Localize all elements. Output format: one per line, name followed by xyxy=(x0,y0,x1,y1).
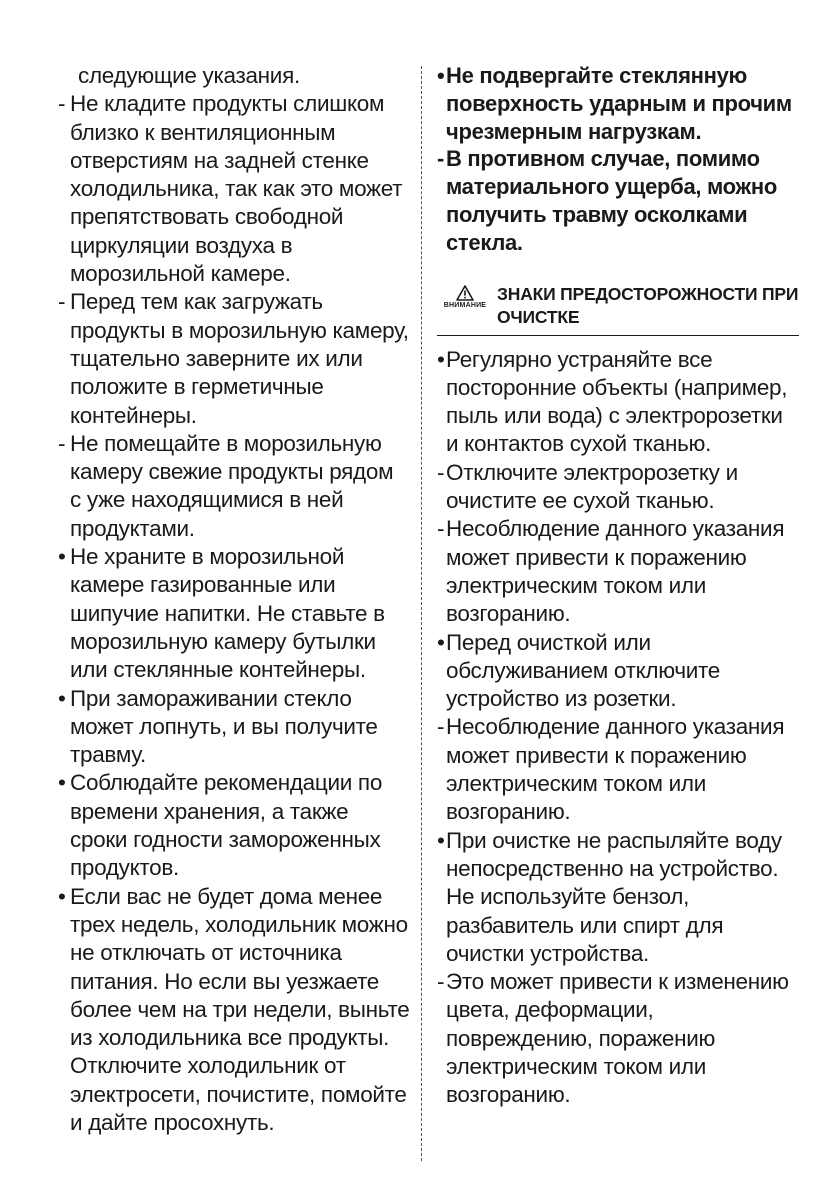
item-marker: - xyxy=(58,430,66,456)
item-text: Не помещайте в морозильную камеру свежие продукты рядом с уже находящимися в ней продуктами. xyxy=(70,430,394,541)
item-text: При очистке не распыляйте воду непосредственно на устройство. Не используйте бензол, разбавитель или спирт для очистки устройства. xyxy=(446,827,782,966)
item-text: Несоблюдение данного указания может привести к поражению электрическим током или возгоранию. xyxy=(446,516,785,627)
warning-label: ВНИМАНИЕ xyxy=(443,301,487,309)
list-item xyxy=(437,145,799,256)
item-marker: - xyxy=(58,289,66,315)
item-text: При замораживании стекло может лопнуть, и вы получите травму. xyxy=(70,685,378,768)
item-text: Не храните в морозильной камере газированные или шипучие напитки. Не ставьте в морозильную камеру бутылки или стеклянные контейнеры. xyxy=(70,544,385,683)
list-item xyxy=(437,62,799,145)
list-item xyxy=(58,543,410,684)
item-marker: - xyxy=(437,516,445,542)
item-marker: - xyxy=(437,969,445,995)
item-marker: - xyxy=(437,146,445,172)
list-item xyxy=(437,515,799,628)
item-marker: • xyxy=(58,685,66,711)
list-item xyxy=(437,459,799,516)
item-marker: - xyxy=(437,459,445,485)
item-text: Перед тем как загружать продукты в морозильную камеру, тщательно заверните их или положите в герметичные контейнеры. xyxy=(70,289,409,428)
warning-badge xyxy=(437,285,493,309)
item-marker: • xyxy=(437,346,445,372)
item-marker: • xyxy=(437,827,445,853)
item-marker: - xyxy=(58,91,66,117)
left-column xyxy=(58,62,410,1137)
item-text: Не кладите продукты слишком близко к вентиляционным отверстиям на задней стенке холодильника, так как это может препятствовать свободной циркуляции воздуха в морозильной камере. xyxy=(70,91,403,287)
item-text: Соблюдайте рекомендации по времени хранения, а также сроки годности замороженных продуктов. xyxy=(70,770,383,881)
item-text: Не подвергайте стеклянную поверхность ударным и прочим чрезмерным нагрузкам. xyxy=(446,63,792,144)
caution-heading xyxy=(437,283,799,336)
item-marker: - xyxy=(437,714,445,740)
list-item xyxy=(437,346,799,459)
warning-triangle-icon xyxy=(456,285,474,301)
item-marker: • xyxy=(58,883,66,909)
section-title: ЗНАКИ ПРЕДОСТОРОЖНОСТИ ПРИ ОЧИСТКЕ xyxy=(497,283,799,327)
item-marker: • xyxy=(58,544,66,570)
item-text: следующие указания. xyxy=(78,63,300,88)
item-text: Это может привести к изменению цвета, деформации, повреждению, поражению электрическим током или возгоранию. xyxy=(446,969,789,1108)
list-item xyxy=(58,430,410,543)
list-item xyxy=(58,288,410,429)
item-text: Несоблюдение данного указания может привести к поражению электрическим током или возгоранию. xyxy=(446,714,785,825)
list-item xyxy=(58,883,410,1138)
item-text: Если вас не будет дома менее трех недель, холодильник можно не отключать от источника питания. Но если вы уезжаете более чем на три недели, выньте из холодильника все продукты. Отключите холодильник от электросети, почистите, помойте и дайте просохнуть. xyxy=(70,883,410,1135)
right-column xyxy=(437,62,799,1110)
list-item xyxy=(58,90,410,288)
item-text: Отключите электророзетку и очистите ее сухой тканью. xyxy=(446,459,738,514)
item-text: В противном случае, помимо материального ущерба, можно получить травму осколками стекла. xyxy=(446,146,777,255)
item-marker: • xyxy=(437,629,445,655)
item-marker: • xyxy=(437,63,445,88)
item-text: Регулярно устраняйте все посторонние объекты (например, пыль или вода) с электророзетки и контактов сухой тканью. xyxy=(446,346,788,457)
item-text: Перед очисткой или обслуживанием отключите устройство из розетки. xyxy=(446,629,720,712)
list-item xyxy=(58,62,410,90)
list-item xyxy=(437,713,799,826)
list-item xyxy=(437,827,799,968)
item-marker: • xyxy=(58,770,66,796)
list-item xyxy=(58,685,410,770)
list-item xyxy=(437,629,799,714)
list-item xyxy=(58,769,410,882)
list-item xyxy=(437,968,799,1109)
column-divider xyxy=(421,66,422,1161)
